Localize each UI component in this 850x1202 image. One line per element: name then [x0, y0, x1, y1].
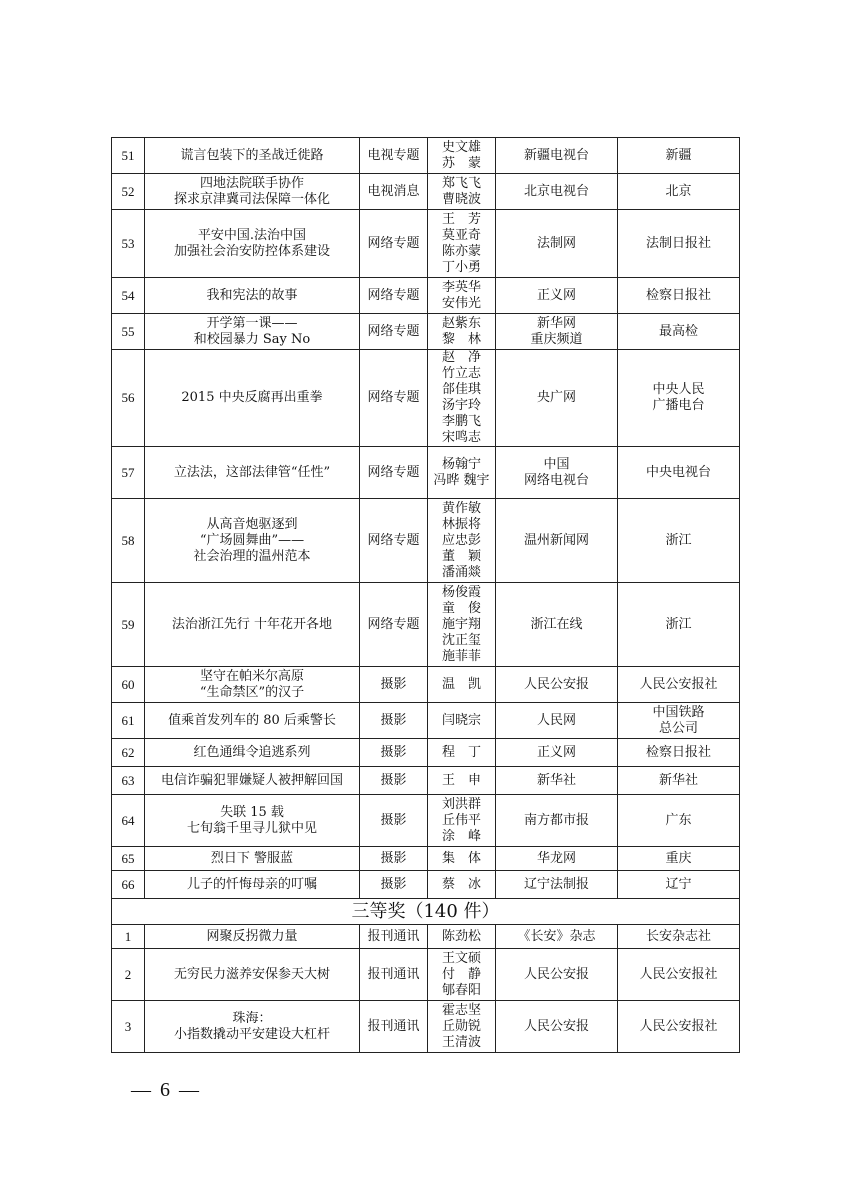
cell-authors — [428, 138, 496, 174]
authors-line: 闫晓宗 — [441, 712, 481, 728]
media-line: 重庆频道 — [530, 331, 583, 347]
authors-line: 程 丁 — [441, 744, 481, 760]
cell-unit — [618, 925, 740, 949]
media-line: 央广网 — [536, 390, 576, 405]
cell-type: 报刊通讯 — [360, 949, 428, 1001]
table-row — [112, 447, 740, 499]
unit-line: 中央电视台 — [645, 464, 711, 480]
cell-unit — [618, 871, 740, 899]
title-line: 儿子的忏悔母亲的叮嘱 — [186, 876, 317, 892]
media-line: 新华网 — [536, 315, 576, 331]
cell-media — [496, 667, 618, 703]
cell-no: 51 — [112, 138, 145, 174]
unit-line: 辽宁 — [665, 876, 692, 892]
cell-title — [145, 278, 360, 314]
table-row — [112, 767, 740, 795]
authors-line: 王 芳 — [441, 211, 481, 227]
cell-title — [145, 949, 360, 1001]
cell-media — [496, 871, 618, 899]
media-line: 中国 — [543, 456, 570, 472]
cell-authors — [428, 1001, 496, 1053]
authors-line: 童 俊 — [441, 600, 481, 616]
title-line: 立法法，这部法律管“任性” — [173, 464, 331, 480]
media-line: 人民公安报 — [523, 1018, 589, 1034]
cell-authors — [428, 795, 496, 847]
cell-media — [496, 138, 618, 174]
cell-no: 54 — [112, 278, 145, 314]
authors-line: 沈正玺 — [441, 632, 481, 648]
cell-type: 网络专题 — [360, 499, 428, 583]
cell-type: 电视消息 — [360, 174, 428, 210]
authors-line: 曹晓波 — [441, 191, 481, 207]
cell-type: 报刊通讯 — [360, 925, 428, 949]
cell-authors — [428, 667, 496, 703]
unit-line: 广东 — [665, 812, 692, 828]
cell-title — [145, 350, 360, 447]
cell-no: 65 — [112, 847, 145, 871]
cell-title — [145, 447, 360, 499]
cell-no: 60 — [112, 667, 145, 703]
authors-line: 付 静 — [441, 966, 481, 982]
cell-title — [145, 210, 360, 278]
cell-authors — [428, 871, 496, 899]
cell-title — [145, 499, 360, 583]
cell-title — [145, 925, 360, 949]
unit-line: 法制日报社 — [645, 235, 711, 251]
cell-title — [145, 667, 360, 703]
authors-line: 施菲菲 — [441, 648, 481, 664]
cell-media — [496, 210, 618, 278]
authors-line: 丁小勇 — [441, 259, 481, 275]
cell-authors — [428, 949, 496, 1001]
cell-media — [496, 767, 618, 795]
media-line: 新华社 — [536, 772, 576, 788]
cell-media — [496, 350, 618, 447]
cell-type: 摄影 — [360, 847, 428, 871]
cell-no: 57 — [112, 447, 145, 499]
authors-line: 刘洪群 — [441, 796, 481, 812]
cell-no: 3 — [112, 1001, 145, 1053]
cell-authors — [428, 314, 496, 350]
awards-table-body — [112, 138, 740, 1053]
authors-line: 宋鸣志 — [441, 430, 481, 445]
media-line: 北京电视台 — [523, 183, 589, 199]
title-line: 我和宪法的故事 — [206, 287, 298, 303]
authors-line: 杨俊霞 — [441, 584, 481, 600]
title-line: 无穷民力滋养安保参天大树 — [173, 966, 330, 982]
media-line: 人民公安报 — [523, 966, 589, 982]
table-row — [112, 739, 740, 767]
cell-unit — [618, 739, 740, 767]
unit-line: 最高检 — [658, 323, 698, 339]
cell-unit — [618, 767, 740, 795]
title-line: 谎言包装下的圣战迁徙路 — [180, 147, 324, 163]
cell-no: 1 — [112, 925, 145, 949]
media-line: 法制网 — [536, 235, 576, 251]
table-row — [112, 847, 740, 871]
cell-no: 2 — [112, 949, 145, 1001]
title-line: “生命禁区”的汉子 — [199, 684, 305, 700]
title-line: 七旬翁千里寻儿狱中见 — [186, 820, 317, 836]
authors-line: 郇春阳 — [441, 982, 481, 998]
section-heading: 三等奖（140 件） — [112, 899, 740, 925]
cell-unit — [618, 174, 740, 210]
unit-line: 新华社 — [658, 772, 698, 788]
cell-media — [496, 1001, 618, 1053]
cell-title — [145, 314, 360, 350]
cell-authors — [428, 210, 496, 278]
title-line: 法治浙江先行 十年花开各地 — [171, 616, 333, 632]
authors-line: 王文硕 — [441, 950, 481, 966]
authors-line: 黎 林 — [441, 331, 481, 347]
authors-line: 安伟光 — [441, 295, 481, 311]
authors-line: 丘伟平 — [441, 812, 481, 828]
authors-line: 施宇翔 — [441, 616, 481, 632]
media-line: 浙江在线 — [530, 616, 583, 632]
cell-type: 报刊通讯 — [360, 1001, 428, 1053]
cell-authors — [428, 174, 496, 210]
cell-title — [145, 795, 360, 847]
cell-title — [145, 703, 360, 739]
cell-unit — [618, 1001, 740, 1053]
cell-media — [496, 583, 618, 667]
unit-line: 长安杂志社 — [645, 928, 711, 944]
title-line: 坚守在帕米尔高原 — [199, 668, 304, 684]
cell-title — [145, 767, 360, 795]
cell-unit — [618, 138, 740, 174]
cell-type: 网络专题 — [360, 447, 428, 499]
authors-line: 王清波 — [441, 1034, 481, 1050]
cell-title — [145, 583, 360, 667]
cell-unit — [618, 210, 740, 278]
authors-line: 杨翰宁 — [441, 456, 481, 472]
cell-type: 摄影 — [360, 667, 428, 703]
cell-media — [496, 174, 618, 210]
title-line: 和校园暴力 Say No — [193, 331, 311, 347]
table-row — [112, 138, 740, 174]
authors-line: 董 颖 — [441, 548, 481, 564]
table-row — [112, 795, 740, 847]
title-line: 2015 中央反腐再出重拳 — [181, 390, 323, 405]
cell-no: 52 — [112, 174, 145, 210]
cell-no: 63 — [112, 767, 145, 795]
table-row — [112, 314, 740, 350]
media-line: 华龙网 — [536, 850, 576, 866]
authors-line: 冯晔 魏宇 — [433, 472, 490, 488]
title-line: 珠海： — [232, 1010, 272, 1026]
unit-line: 浙江 — [665, 532, 692, 548]
cell-unit — [618, 847, 740, 871]
title-line: 开学第一课—— — [206, 315, 298, 331]
authors-line: 王 申 — [441, 772, 481, 788]
authors-line: 陈劲松 — [441, 928, 481, 944]
unit-line: 重庆 — [665, 850, 692, 866]
authors-line: 温 凯 — [441, 676, 481, 692]
cell-unit — [618, 350, 740, 447]
cell-type: 摄影 — [360, 767, 428, 795]
cell-authors — [428, 499, 496, 583]
cell-type: 网络专题 — [360, 210, 428, 278]
cell-authors — [428, 739, 496, 767]
cell-title — [145, 871, 360, 899]
authors-line: 莫亚奇 — [441, 227, 481, 243]
title-line: 平安中国.法治中国 — [197, 227, 307, 243]
cell-title — [145, 847, 360, 871]
cell-authors — [428, 847, 496, 871]
authors-line: 蔡 冰 — [441, 876, 481, 892]
cell-media — [496, 703, 618, 739]
authors-line: 林振将 — [441, 516, 481, 532]
media-line: 《长安》杂志 — [517, 928, 596, 944]
authors-line: 赵紫东 — [441, 315, 481, 331]
table-row — [112, 499, 740, 583]
cell-authors — [428, 767, 496, 795]
title-line: 红色通缉令追逃系列 — [193, 744, 311, 760]
cell-authors — [428, 703, 496, 739]
table-row — [112, 925, 740, 949]
unit-line: 总公司 — [658, 720, 698, 736]
table-row — [112, 949, 740, 1001]
title-line: 四地法院联手协作 — [199, 175, 304, 191]
cell-no: 66 — [112, 871, 145, 899]
unit-line: 北京 — [665, 183, 692, 199]
authors-line: 陈亦蒙 — [441, 243, 481, 259]
cell-type: 网络专题 — [360, 278, 428, 314]
cell-media — [496, 314, 618, 350]
table-row — [112, 703, 740, 739]
title-line: 社会治理的温州范本 — [193, 548, 311, 564]
cell-no: 53 — [112, 210, 145, 278]
cell-type: 摄影 — [360, 739, 428, 767]
cell-media — [496, 949, 618, 1001]
authors-line: 郑飞飞 — [441, 175, 481, 191]
cell-type: 网络专题 — [360, 350, 428, 447]
table-row — [112, 583, 740, 667]
table-row — [112, 174, 740, 210]
title-line: 从高音炮驱逐到 — [206, 516, 298, 532]
authors-line: 集 体 — [441, 850, 481, 866]
cell-unit — [618, 795, 740, 847]
cell-unit — [618, 314, 740, 350]
unit-line: 中国铁路 — [652, 704, 705, 720]
media-line: 南方都市报 — [523, 812, 589, 828]
authors-line: 苏 蒙 — [441, 155, 481, 171]
cell-unit — [618, 499, 740, 583]
authors-line: 涂 峰 — [441, 828, 481, 844]
unit-line: 广播电台 — [652, 398, 705, 413]
title-line: 失联 15 载 — [220, 804, 284, 820]
title-line: 烈日下 警服蓝 — [210, 850, 294, 866]
cell-media — [496, 795, 618, 847]
cell-unit — [618, 447, 740, 499]
cell-media — [496, 847, 618, 871]
cell-no: 59 — [112, 583, 145, 667]
unit-line: 检察日报社 — [645, 287, 711, 303]
authors-line: 汤宇玲 — [441, 398, 481, 413]
cell-type: 摄影 — [360, 871, 428, 899]
media-line: 温州新闻网 — [523, 532, 589, 548]
table-row — [112, 667, 740, 703]
title-line: 探求京津冀司法保障一体化 — [173, 191, 330, 207]
cell-no: 56 — [112, 350, 145, 447]
table-row — [112, 871, 740, 899]
cell-unit — [618, 703, 740, 739]
authors-line: 李英华 — [441, 279, 481, 295]
media-line: 正义网 — [536, 744, 576, 760]
cell-authors — [428, 278, 496, 314]
page-number: — 6 — — [131, 1079, 201, 1101]
media-line: 正义网 — [536, 287, 576, 303]
media-line: 网络电视台 — [523, 472, 589, 488]
cell-media — [496, 278, 618, 314]
media-line: 人民公安报 — [523, 676, 589, 692]
unit-line: 人民公安报社 — [639, 966, 718, 982]
cell-title — [145, 138, 360, 174]
cell-type: 摄影 — [360, 795, 428, 847]
cell-title — [145, 174, 360, 210]
unit-line: 人民公安报社 — [639, 1018, 718, 1034]
cell-authors — [428, 447, 496, 499]
authors-line: 丘勋锐 — [441, 1018, 481, 1034]
cell-media — [496, 925, 618, 949]
cell-unit — [618, 278, 740, 314]
authors-line: 潘涌燚 — [441, 564, 481, 580]
unit-line: 中央人民 — [652, 382, 705, 397]
unit-line: 检察日报社 — [645, 744, 711, 760]
cell-type: 摄影 — [360, 703, 428, 739]
cell-type: 网络专题 — [360, 314, 428, 350]
cell-authors — [428, 925, 496, 949]
authors-line: 黄作敏 — [441, 500, 481, 516]
unit-line: 新疆 — [665, 147, 692, 163]
cell-no: 55 — [112, 314, 145, 350]
authors-line: 郃佳琪 — [441, 382, 481, 397]
cell-title — [145, 739, 360, 767]
title-line: 加强社会治安防控体系建设 — [173, 243, 330, 259]
title-line: “广场圆舞曲”—— — [199, 532, 305, 548]
authors-line: 赵 净 — [441, 350, 481, 365]
table-row — [112, 210, 740, 278]
cell-unit — [618, 667, 740, 703]
unit-line: 浙江 — [665, 616, 692, 632]
media-line: 新疆电视台 — [523, 147, 589, 163]
cell-media — [496, 739, 618, 767]
title-line: 网聚反拐微力量 — [206, 928, 298, 944]
cell-no: 64 — [112, 795, 145, 847]
cell-type: 网络专题 — [360, 583, 428, 667]
cell-no: 62 — [112, 739, 145, 767]
cell-title — [145, 1001, 360, 1053]
cell-media — [496, 499, 618, 583]
cell-no: 58 — [112, 499, 145, 583]
cell-type: 电视专题 — [360, 138, 428, 174]
cell-authors — [428, 583, 496, 667]
title-line: 电信诈骗犯罪嫌疑人被押解回国 — [160, 772, 343, 788]
title-line: 小指数撬动平安建设大杠杆 — [173, 1026, 330, 1042]
authors-line: 史文雄 — [441, 139, 481, 155]
cell-unit — [618, 949, 740, 1001]
cell-authors — [428, 350, 496, 447]
table-row — [112, 350, 740, 447]
media-line: 辽宁法制报 — [523, 876, 589, 892]
authors-line: 霍志坚 — [441, 1002, 481, 1018]
table-row — [112, 1001, 740, 1053]
cell-media — [496, 447, 618, 499]
awards-table — [111, 137, 740, 1053]
authors-line: 李鹏飞 — [441, 414, 481, 429]
authors-line: 竹立志 — [441, 366, 481, 381]
cell-unit — [618, 583, 740, 667]
unit-line: 人民公安报社 — [639, 676, 718, 692]
table-row — [112, 278, 740, 314]
title-line: 值乘首发列车的 80 后乘警长 — [168, 712, 336, 728]
cell-no: 61 — [112, 703, 145, 739]
authors-line: 应忠彭 — [441, 532, 481, 548]
section-heading-row — [112, 899, 740, 925]
media-line: 人民网 — [536, 712, 576, 728]
